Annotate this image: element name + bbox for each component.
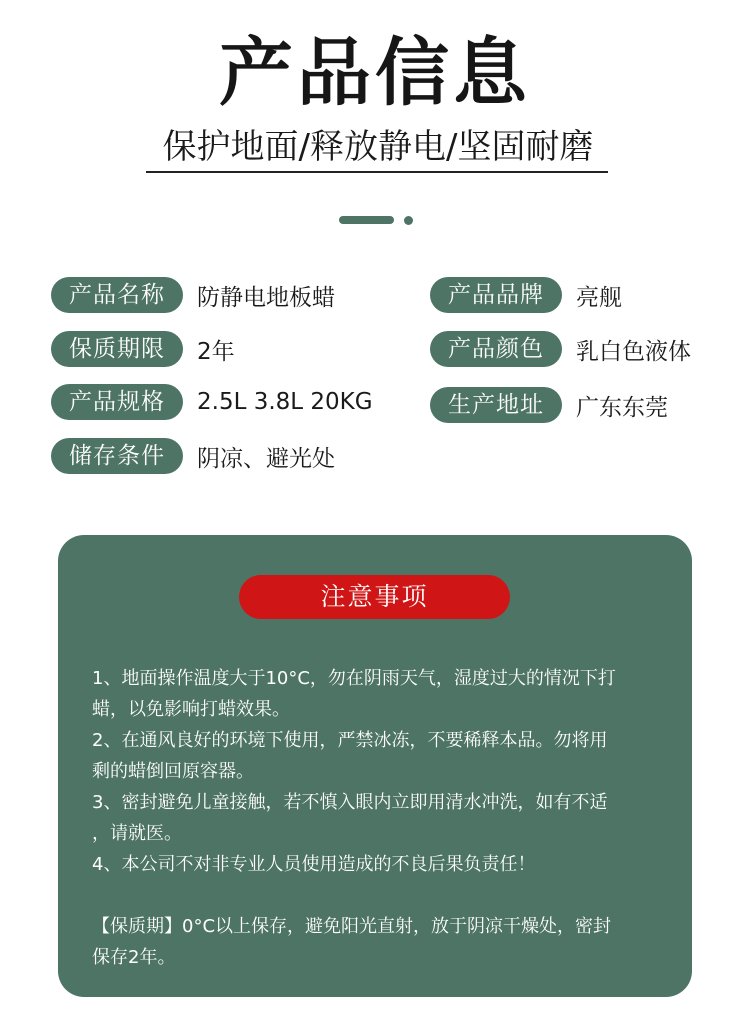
info-row-name: [51, 277, 335, 313]
label-product-name: 产品名称: [51, 277, 183, 313]
label-production-address: 生产地址: [430, 387, 562, 423]
page-subtitle: 保护地面/释放静电/坚固耐磨: [162, 127, 594, 167]
notice-item-1: [92, 663, 672, 725]
value-product-spec: 2.5L 3.8L 20KG: [197, 389, 373, 415]
value-product-color: 乳白色液体: [576, 338, 691, 365]
notice-item-2: [92, 725, 672, 787]
notice-item-2-line-2: 剩的蜡倒回原容器。: [92, 761, 254, 782]
label-shelf-life: 保质期限: [51, 331, 183, 367]
notice-item-2-line-1: 2、在通风良好的环境下使用，严禁冰冻，不要稀释本品。勿将用: [92, 730, 608, 751]
notice-item-3: [92, 787, 672, 849]
info-row-shelf-life: [51, 331, 235, 367]
notice-item-3-line-1: 3、密封避免儿童接触，若不慎入眼内立即用清水冲洗，如有不适: [92, 792, 608, 813]
notice-item-4-line-1: 4、本公司不对非专业人员使用造成的不良后果负责任！: [92, 854, 536, 875]
info-row-spec: [51, 384, 373, 420]
info-row-brand: [430, 277, 622, 313]
page-title: 产品信息: [219, 30, 531, 116]
value-shelf-life: 2年: [197, 338, 235, 365]
value-production-address: 广东东莞: [576, 394, 668, 421]
label-product-brand: 产品品牌: [430, 277, 562, 313]
notice-shelf-line-1: 【保质期】0°C以上保存，避免阳光直射，放于阴凉干燥处，密封: [92, 916, 612, 937]
decorative-dash: [339, 216, 394, 224]
decorative-dot: [404, 216, 413, 225]
value-storage: 阴凉、避光处: [197, 445, 335, 472]
value-product-brand: 亮舰: [576, 284, 622, 311]
notice-item-3-line-2: ，请就医。: [92, 823, 182, 844]
notice-item-4: [92, 849, 672, 880]
subtitle-underline: [146, 171, 608, 173]
notice-title: 注意事项: [239, 575, 510, 619]
notice-item-1-line-1: 1、地面操作温度大于10°C，勿在阴雨天气，湿度过大的情况下打: [92, 668, 616, 689]
notice-shelf-life: [92, 911, 672, 973]
notice-shelf-line-2: 保存2年。: [92, 947, 176, 968]
info-row-color: [430, 331, 691, 367]
label-storage: 储存条件: [51, 438, 183, 474]
info-row-origin: [430, 387, 668, 423]
notice-item-1-line-2: 蜡，以免影响打蜡效果。: [92, 699, 290, 720]
label-product-spec: 产品规格: [51, 384, 183, 420]
notice-panel: [58, 535, 692, 997]
label-product-color: 产品颜色: [430, 331, 562, 367]
value-product-name: 防静电地板蜡: [197, 284, 335, 311]
info-row-storage: [51, 438, 335, 474]
